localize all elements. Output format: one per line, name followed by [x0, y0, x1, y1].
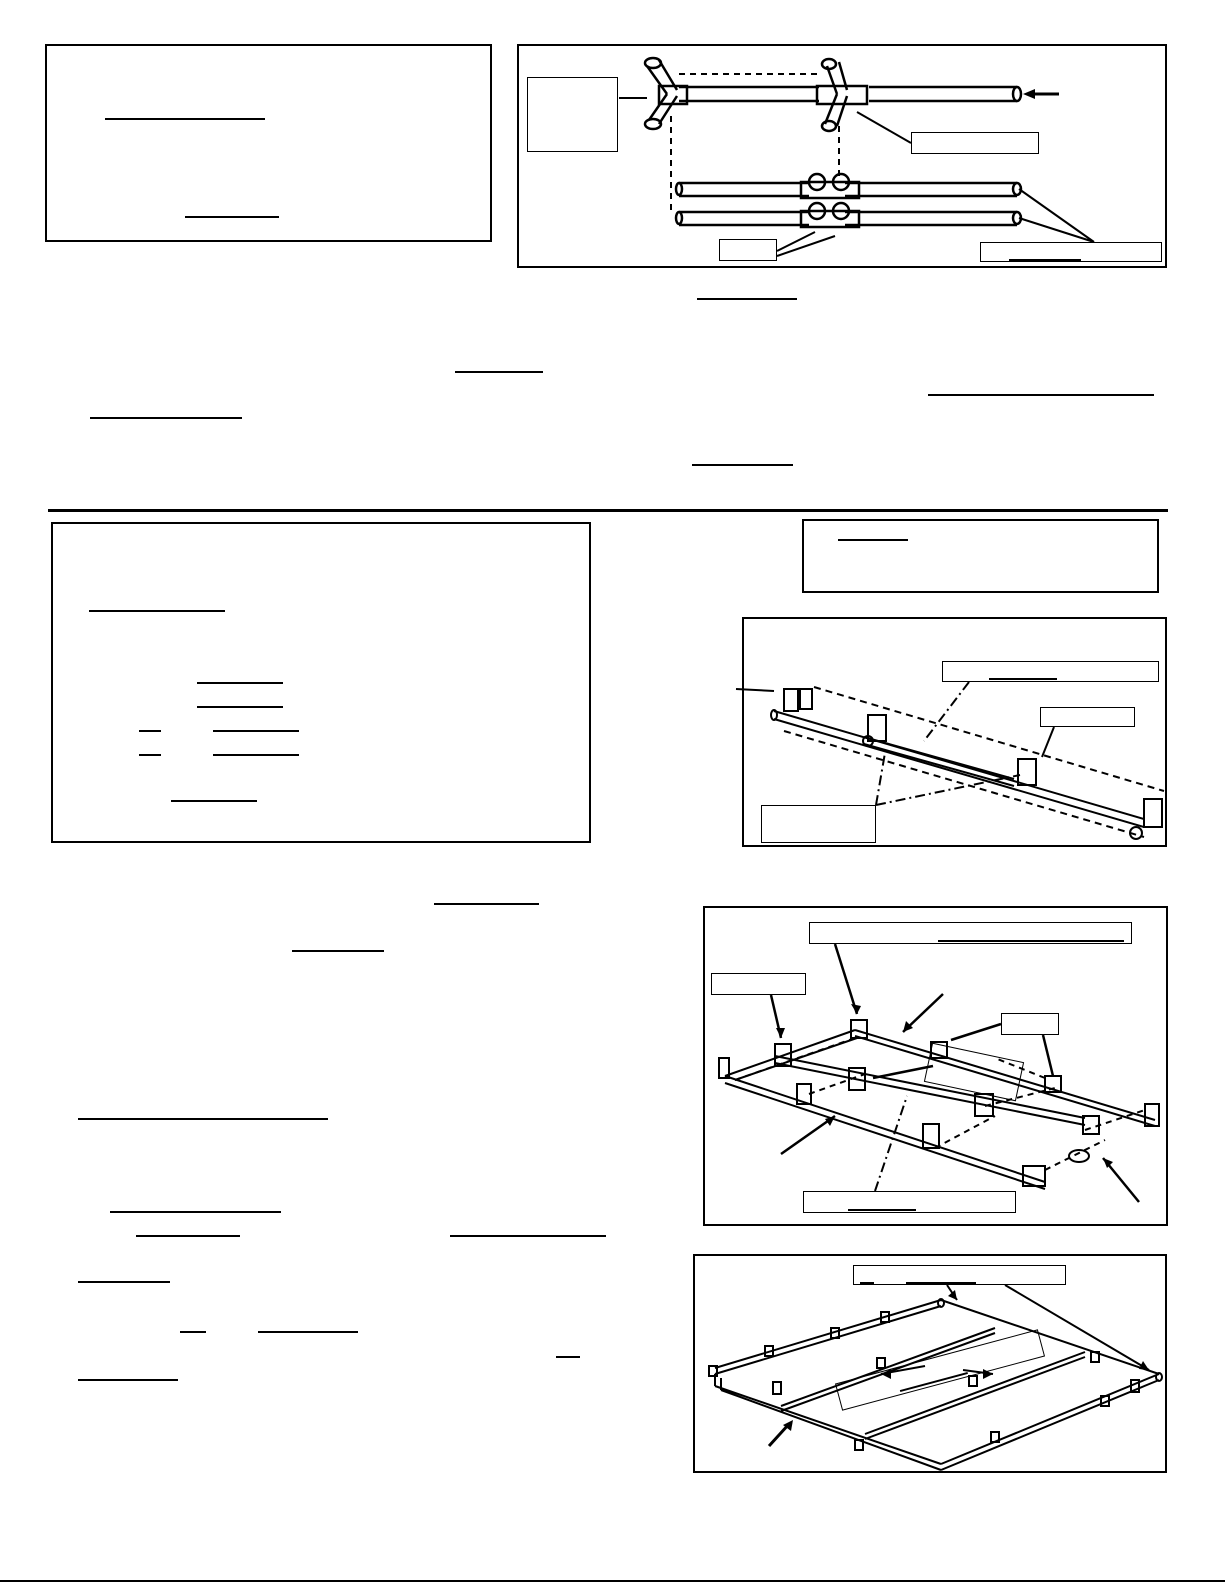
underline	[455, 371, 543, 373]
underline	[136, 1235, 240, 1237]
underline	[928, 394, 1154, 396]
underline	[556, 1356, 580, 1358]
pipe-frame-long-section-icon	[744, 619, 1169, 849]
underline	[197, 706, 283, 708]
underline	[105, 118, 265, 120]
pipe-frame-assembly-icon	[705, 908, 1170, 1228]
underline	[78, 1118, 328, 1120]
pipe-assembly-top-view-icon	[519, 46, 1169, 270]
underline	[139, 754, 161, 756]
info-box-mid-right	[802, 519, 1159, 593]
underline	[697, 298, 797, 300]
figure-frame-diagram	[703, 906, 1168, 1226]
underline	[450, 1235, 606, 1237]
underline	[292, 950, 384, 952]
underline	[838, 539, 908, 541]
underline	[213, 754, 299, 756]
underline	[434, 903, 539, 905]
underline	[78, 1281, 170, 1283]
underline	[78, 1379, 178, 1381]
underline	[180, 1331, 206, 1333]
underline	[197, 682, 283, 684]
underline	[258, 1331, 358, 1333]
underline	[171, 800, 257, 802]
underline	[90, 417, 242, 419]
base-frame-with-rails-icon	[695, 1256, 1169, 1475]
figure-mid-diagram	[742, 617, 1167, 847]
figure-base-diagram	[693, 1254, 1167, 1473]
info-box-top-left	[45, 44, 492, 242]
underline	[213, 730, 299, 732]
bottom-rule	[0, 1580, 1225, 1582]
figure-top-diagram	[517, 44, 1167, 268]
section-divider	[48, 509, 1168, 512]
underline	[692, 464, 793, 466]
underline	[185, 216, 279, 218]
underline	[89, 610, 225, 612]
info-box-mid-left	[51, 522, 591, 843]
underline	[110, 1211, 281, 1213]
underline	[139, 730, 161, 732]
